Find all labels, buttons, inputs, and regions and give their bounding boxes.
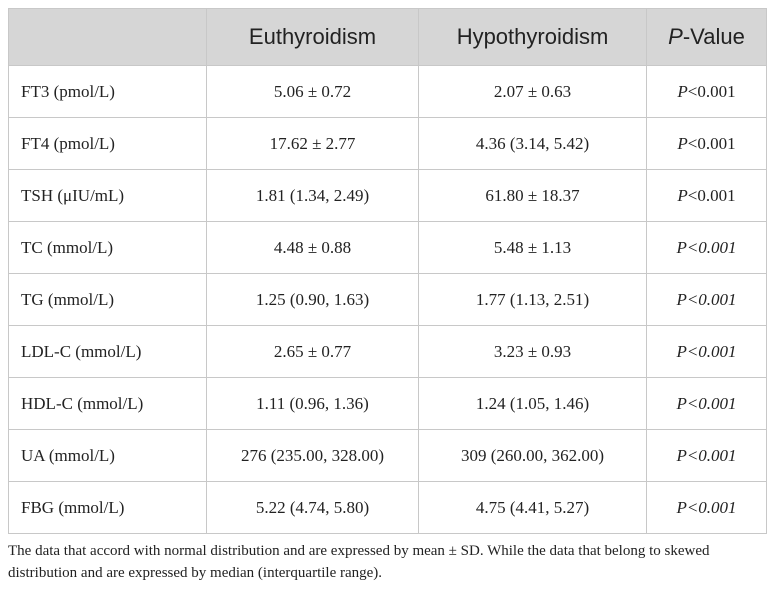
euthyroidism-value: 5.06 ± 0.72	[207, 66, 419, 118]
p-threshold: <0.001	[686, 445, 737, 465]
hypothyroidism-value: 4.36 (3.14, 5.42)	[419, 118, 647, 170]
p-threshold: <0.001	[687, 185, 736, 205]
p-threshold: <0.001	[687, 81, 736, 101]
table-row	[9, 482, 767, 534]
p-value	[647, 170, 767, 222]
p-letter: P	[676, 289, 687, 309]
table-row	[9, 222, 767, 274]
p-value	[647, 274, 767, 326]
p-letter: P	[676, 341, 687, 361]
hypothyroidism-value: 61.80 ± 18.37	[419, 170, 647, 222]
header-p-suffix: -Value	[682, 24, 745, 49]
table-row	[9, 430, 767, 482]
euthyroidism-value: 2.65 ± 0.77	[207, 326, 419, 378]
p-letter: P	[676, 445, 687, 465]
table-row	[9, 378, 767, 430]
table-row	[9, 66, 767, 118]
p-threshold: <0.001	[686, 289, 737, 309]
euthyroidism-value: 276 (235.00, 328.00)	[207, 430, 419, 482]
table-footnote: The data that accord with normal distribution and are expressed by mean ± SD. While the data that belong to skewed distribution and are expressed by median (interquartile range).	[8, 543, 710, 581]
row-label: TSH (μIU/mL)	[9, 170, 207, 222]
euthyroidism-value: 17.62 ± 2.77	[207, 118, 419, 170]
table-row	[9, 326, 767, 378]
header-euthyroidism: Euthyroidism	[207, 9, 419, 66]
table-row	[9, 274, 767, 326]
row-label: FBG (mmol/L)	[9, 482, 207, 534]
p-letter: P	[676, 393, 687, 413]
euthyroidism-value: 1.11 (0.96, 1.36)	[207, 378, 419, 430]
table-container	[8, 8, 766, 534]
euthyroidism-value: 4.48 ± 0.88	[207, 222, 419, 274]
hypothyroidism-value: 1.24 (1.05, 1.46)	[419, 378, 647, 430]
p-threshold: <0.001	[687, 133, 736, 153]
thyroid-comparison-table	[8, 8, 767, 534]
row-label: TG (mmol/L)	[9, 274, 207, 326]
p-value	[647, 482, 767, 534]
hypothyroidism-value: 1.77 (1.13, 2.51)	[419, 274, 647, 326]
header-row	[9, 9, 767, 66]
p-value	[647, 326, 767, 378]
p-letter: P	[677, 133, 688, 153]
p-letter: P	[676, 497, 687, 517]
row-label: FT4 (pmol/L)	[9, 118, 207, 170]
header-p-letter: P	[668, 24, 683, 49]
p-letter: P	[677, 185, 688, 205]
hypothyroidism-value: 2.07 ± 0.63	[419, 66, 647, 118]
euthyroidism-value: 1.25 (0.90, 1.63)	[207, 274, 419, 326]
hypothyroidism-value: 309 (260.00, 362.00)	[419, 430, 647, 482]
row-label: FT3 (pmol/L)	[9, 66, 207, 118]
row-label: HDL-C (mmol/L)	[9, 378, 207, 430]
row-label: TC (mmol/L)	[9, 222, 207, 274]
p-letter: P	[676, 237, 687, 257]
hypothyroidism-value: 3.23 ± 0.93	[419, 326, 647, 378]
hypothyroidism-value: 4.75 (4.41, 5.27)	[419, 482, 647, 534]
hypothyroidism-value: 5.48 ± 1.13	[419, 222, 647, 274]
header-hypothyroidism: Hypothyroidism	[419, 9, 647, 66]
p-letter: P	[677, 81, 688, 101]
p-threshold: <0.001	[686, 341, 737, 361]
p-value	[647, 378, 767, 430]
p-threshold: <0.001	[686, 497, 737, 517]
p-value	[647, 118, 767, 170]
table-row	[9, 170, 767, 222]
row-label: LDL-C (mmol/L)	[9, 326, 207, 378]
p-value	[647, 66, 767, 118]
header-p-value	[647, 9, 767, 66]
p-value	[647, 222, 767, 274]
p-threshold: <0.001	[686, 237, 737, 257]
p-threshold: <0.001	[686, 393, 737, 413]
header-empty	[9, 9, 207, 66]
p-value	[647, 430, 767, 482]
row-label: UA (mmol/L)	[9, 430, 207, 482]
euthyroidism-value: 5.22 (4.74, 5.80)	[207, 482, 419, 534]
table-row	[9, 118, 767, 170]
euthyroidism-value: 1.81 (1.34, 2.49)	[207, 170, 419, 222]
